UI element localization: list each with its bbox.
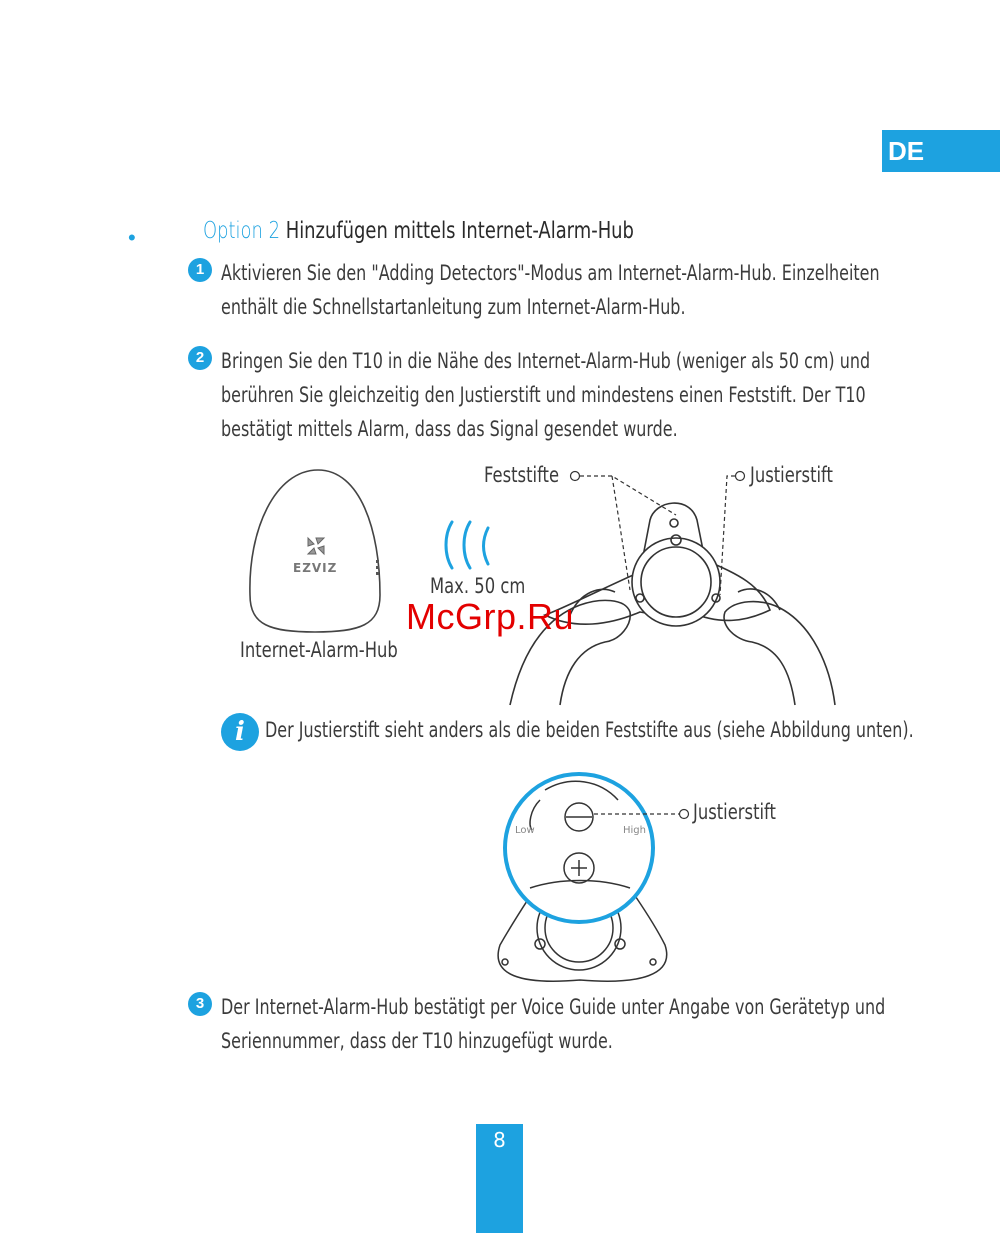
- high-label: High: [623, 825, 646, 836]
- section-bullet: •: [128, 225, 136, 250]
- alarm-hub-illustration: [250, 470, 380, 632]
- note-text: Der Justierstift sieht anders als die beiden Feststifte aus (siehe Abbildung unten).: [265, 718, 914, 742]
- distance-label: Max. 50 cm: [430, 574, 526, 598]
- step-line: Seriennummer, dass der T10 hinzugefügt wurde.: [221, 1029, 613, 1053]
- step-number: 2: [188, 346, 212, 370]
- callout-dot: [680, 810, 689, 819]
- step-number: 3: [188, 992, 212, 1016]
- step-line: berühren Sie gleichzeitig den Justierstift und mindestens einen Feststift. Der T10: [221, 383, 866, 407]
- justierstift-label: Justierstift: [750, 463, 833, 487]
- step-line: enthält die Schnellstartanleitung zum Internet-Alarm-Hub.: [221, 295, 686, 319]
- watermark: McGrp.Ru: [406, 596, 575, 637]
- hub-label: Internet-Alarm-Hub: [240, 638, 398, 662]
- step-number: 1: [188, 258, 212, 282]
- feststifte-label: Feststifte: [484, 463, 560, 487]
- section-heading: Hinzufügen mittels Internet-Alarm-Hub: [285, 218, 634, 244]
- language-tab: DE: [882, 130, 1000, 172]
- signal-waves-icon: [446, 522, 488, 568]
- page-number: 8: [476, 1124, 523, 1233]
- step-line: Der Internet-Alarm-Hub bestätigt per Voice Guide unter Angabe von Gerätetyp und: [221, 995, 886, 1019]
- info-icon: i: [221, 713, 259, 751]
- step-line: Bringen Sie den T10 in die Nähe des Internet-Alarm-Hub (weniger als 50 cm) und: [221, 349, 871, 373]
- hub-brand-label: EZVIZ: [293, 561, 338, 575]
- callout-dot: [571, 472, 580, 481]
- step-text: [221, 990, 928, 1058]
- justierstift-closeup-label: Justierstift: [693, 800, 776, 824]
- low-label: Low: [515, 825, 535, 836]
- callout-dot: [736, 472, 745, 481]
- detector-closeup-illustration: [498, 774, 667, 981]
- option-label: Option 2: [203, 218, 281, 244]
- step-line: bestätigt mittels Alarm, dass das Signal gesendet wurde.: [221, 417, 678, 441]
- step-line: Aktivieren Sie den "Adding Detectors"-Modus am Internet-Alarm-Hub. Einzelheiten: [221, 261, 880, 285]
